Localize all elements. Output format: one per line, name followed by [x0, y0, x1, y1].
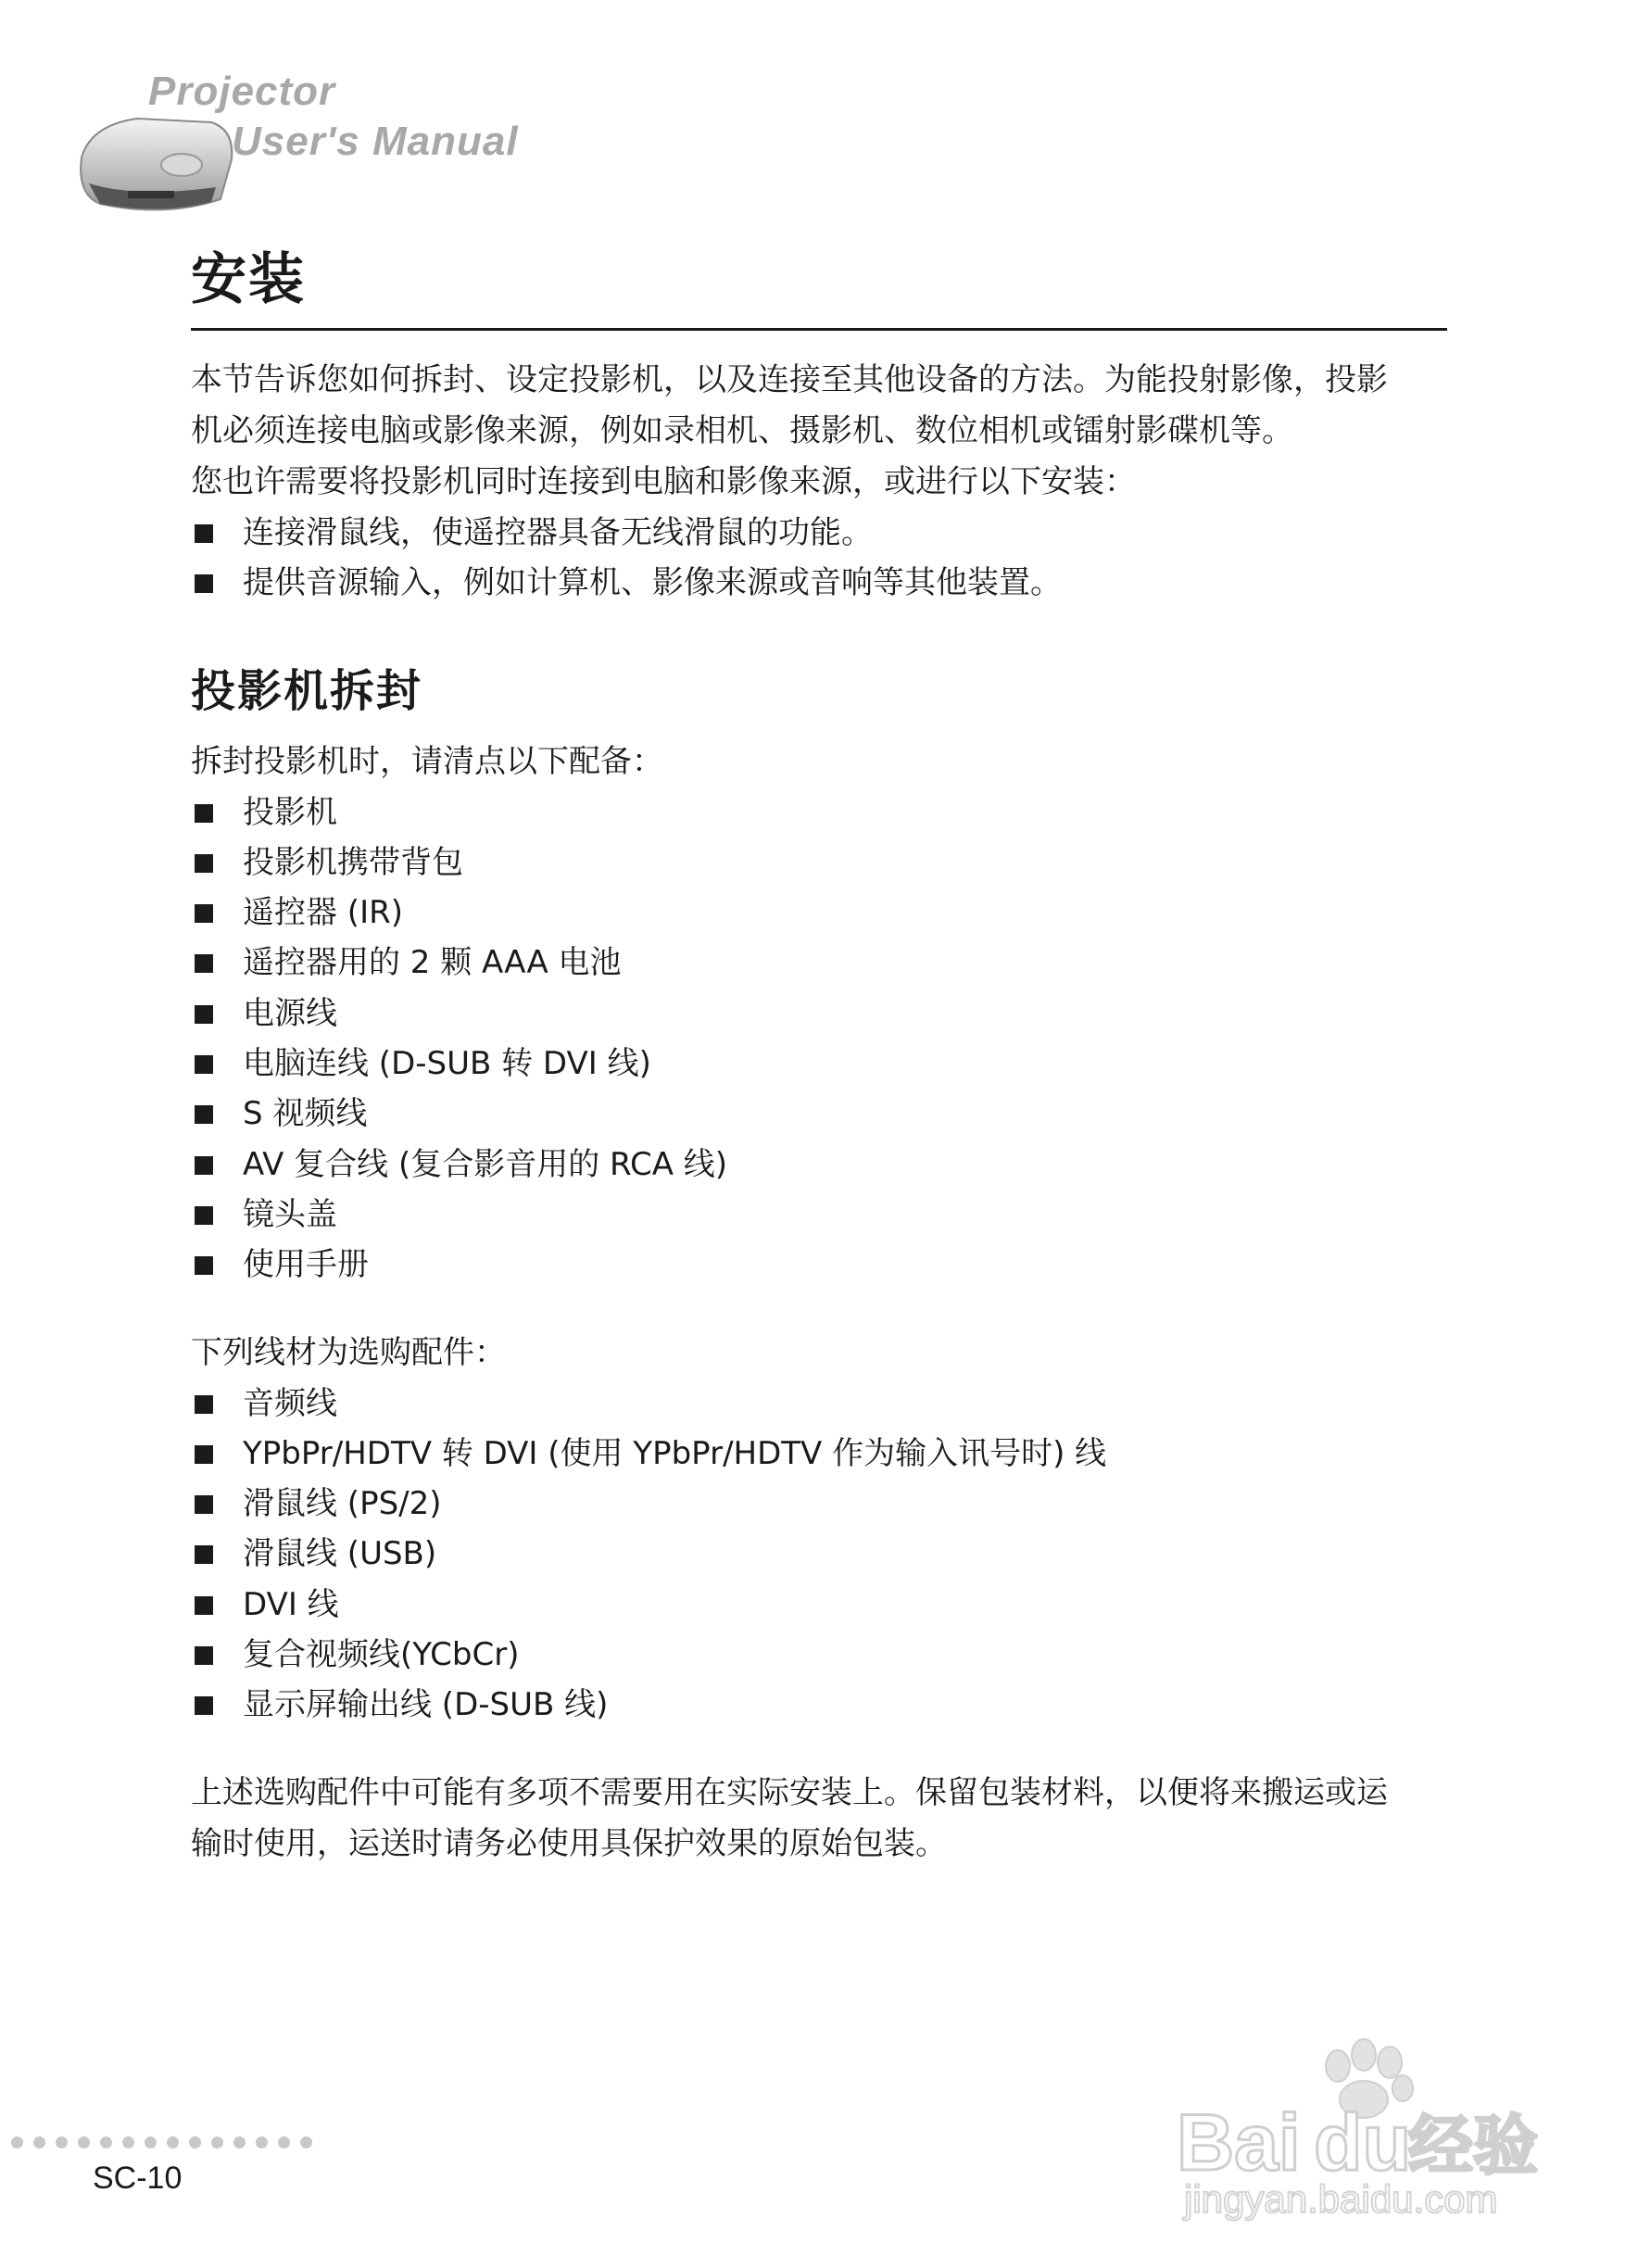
square-bullet-icon — [195, 1156, 213, 1175]
decor-dot — [256, 2136, 268, 2148]
section-title-install: 安装 — [191, 247, 306, 312]
decor-dot — [189, 2136, 201, 2148]
list-item: 使用手册 — [191, 1240, 1451, 1290]
list-item: 复合视频线(YCbCr) — [191, 1630, 1451, 1680]
square-bullet-icon — [195, 804, 213, 823]
square-bullet-icon — [195, 1105, 213, 1124]
decor-dot — [167, 2136, 179, 2148]
baidu-du-text: du — [1314, 2098, 1412, 2187]
title-divider — [191, 328, 1447, 331]
intro-paragraph — [191, 355, 1451, 508]
list-item: 遥控器用的 2 颗 AAA 电池 — [191, 938, 1451, 988]
list-item: 投影机携带背包 — [191, 838, 1451, 888]
decor-dot — [122, 2136, 134, 2148]
list-item: 滑鼠线 (PS/2) — [191, 1479, 1451, 1529]
page-number: SC-10 — [93, 2161, 183, 2196]
baidu-logo-text: Bai — [1177, 2098, 1301, 2187]
list-item: 连接滑鼠线，使遥控器具备无线滑鼠的功能。 — [191, 508, 1451, 558]
square-bullet-icon — [195, 1696, 213, 1715]
closing-paragraph — [191, 1768, 1451, 1870]
square-bullet-icon — [195, 1206, 213, 1225]
intro-line: 您也许需要将投影机同时连接到电脑和影像来源，或进行以下安装： — [191, 463, 1136, 500]
list-item: DVI 线 — [191, 1580, 1451, 1630]
watermark-url: jingyan.baidu.com — [1184, 2177, 1498, 2221]
list-item: 投影机 — [191, 788, 1451, 838]
optional-accessories-list — [191, 1379, 1451, 1731]
list-item: 镜头盖 — [191, 1190, 1451, 1240]
intro-line: 本节告诉您如何拆封、设定投影机，以及连接至其他设备的方法。为能投射影像，投影 — [191, 361, 1388, 398]
list-item: YPbPr/HDTV 转 DVI (使用 YPbPr/HDTV 作为输入讯号时) 线 — [191, 1429, 1451, 1479]
unpack-lead: 拆封投影机时，请清点以下配备： — [191, 742, 663, 780]
decor-dot — [278, 2136, 290, 2148]
decor-dot — [78, 2136, 90, 2148]
square-bullet-icon — [195, 1445, 213, 1464]
decor-dot — [211, 2136, 223, 2148]
list-item: 显示屏输出线 (D-SUB 线) — [191, 1680, 1451, 1730]
square-bullet-icon — [195, 1596, 213, 1615]
decor-dot — [145, 2136, 157, 2148]
manual-header — [72, 65, 591, 232]
square-bullet-icon — [195, 854, 213, 873]
square-bullet-icon — [195, 1495, 213, 1514]
list-item: 电脑连线 (D-SUB 转 DVI 线) — [191, 1039, 1451, 1089]
square-bullet-icon — [195, 1005, 213, 1024]
closing-line: 输时使用，运送时请务必使用具保护效果的原始包装。 — [191, 1824, 947, 1862]
decor-dot — [233, 2136, 246, 2148]
square-bullet-icon — [195, 1395, 213, 1414]
square-bullet-icon — [195, 1055, 213, 1074]
list-item: 电源线 — [191, 989, 1451, 1039]
list-item: 音频线 — [191, 1379, 1451, 1429]
square-bullet-icon — [195, 1646, 213, 1665]
jingyan-logo-text: 经验 — [1408, 2108, 1538, 2184]
square-bullet-icon — [195, 574, 213, 593]
install-options-list — [191, 508, 1451, 609]
brand-subtitle: User's Manual — [232, 119, 519, 164]
closing-line: 上述选购配件中可能有多项不需要用在实际安装上。保留包装材料，以便将来搬运或运 — [191, 1773, 1388, 1811]
section-title-unpack: 投影机拆封 — [191, 664, 423, 717]
list-item: 遥控器 (IR) — [191, 888, 1451, 938]
decor-dot — [33, 2136, 45, 2148]
square-bullet-icon — [195, 524, 213, 543]
decor-dot — [300, 2136, 312, 2148]
package-contents-list — [191, 788, 1451, 1291]
brand-title: Projector — [148, 69, 336, 114]
decor-dot — [11, 2136, 23, 2148]
baidu-jingyan-watermark — [1166, 2020, 1555, 2224]
square-bullet-icon — [195, 1256, 213, 1275]
projector-illustration — [72, 102, 258, 222]
list-item: AV 复合线 (复合影音用的 RCA 线) — [191, 1140, 1451, 1190]
optional-lead: 下列线材为选购配件： — [191, 1333, 506, 1371]
list-item: 滑鼠线 (USB) — [191, 1529, 1451, 1579]
page-content — [191, 243, 1451, 1870]
square-bullet-icon — [195, 1545, 213, 1564]
intro-line: 机必须连接电脑或影像来源，例如录相机、摄影机、数位相机或镭射影碟机等。 — [191, 412, 1293, 449]
decor-dot — [56, 2136, 68, 2148]
decor-dot — [100, 2136, 112, 2148]
square-bullet-icon — [195, 904, 213, 923]
list-item: S 视频线 — [191, 1089, 1451, 1139]
square-bullet-icon — [195, 954, 213, 973]
list-item: 提供音源输入，例如计算机、影像来源或音响等其他装置。 — [191, 558, 1451, 608]
